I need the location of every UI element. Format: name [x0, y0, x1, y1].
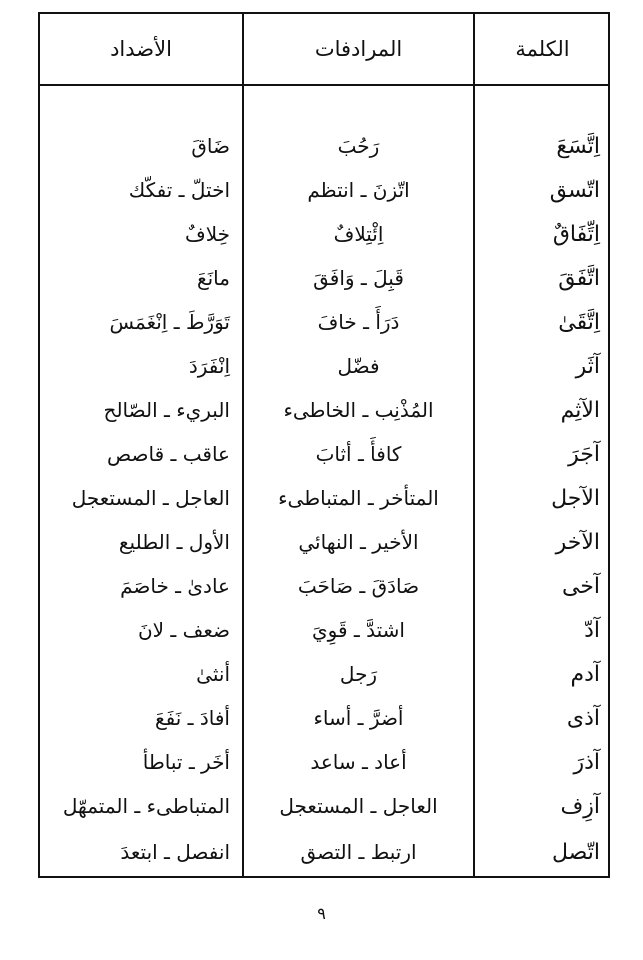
antonyms-text: ضعف ـ لانَ: [137, 618, 230, 642]
synonyms-cell: رَجل: [339, 662, 378, 686]
antonyms-text: المتباطىء ـ المتمهّل: [62, 794, 230, 818]
antonyms-text: البريء ـ الصّالح: [103, 398, 230, 422]
header-divider: [40, 84, 608, 86]
synonyms-cell: أضرَّ ـ أساء: [313, 706, 404, 730]
antonyms-cell: [40, 476, 230, 520]
synonyms-cell: كافأَ ـ أثابَ: [315, 442, 402, 466]
word-cell: آزِف: [560, 793, 600, 819]
synonyms-cell: دَرَأَ ـ خافَ: [317, 310, 400, 334]
word-cell: الآخر: [555, 529, 600, 555]
synonyms-cell: صَادَقَ ـ صَاحَبَ: [297, 574, 420, 598]
table-row: [40, 344, 608, 388]
antonyms-cell: [40, 388, 230, 432]
synonyms-cell: اتّزنَ ـ انتظم: [307, 178, 410, 202]
antonyms-cell: [40, 830, 230, 874]
word-cell: اتَّفَقَ: [558, 265, 600, 291]
page-number: ٩: [317, 904, 326, 923]
antonyms-cell: [40, 652, 230, 696]
antonyms-text: أفادَ ـ نَفَعَ: [154, 706, 230, 730]
antonyms-text: ضَاقَ: [191, 134, 230, 158]
table-row: [40, 830, 608, 874]
antonyms-cell: [40, 432, 230, 476]
header-synonyms: المرادفات: [314, 37, 403, 61]
word-cell: الآثِم: [560, 397, 600, 423]
table-row: [40, 740, 608, 784]
antonyms-cell: [40, 520, 230, 564]
synonyms-cell: أعاد ـ ساعد: [310, 750, 407, 774]
word-cell: آخى: [561, 573, 600, 599]
word-cell: اتّسق: [549, 177, 600, 203]
synonyms-cell: فضّل: [337, 354, 380, 378]
synonyms-cell: الأخير ـ النهائي: [298, 530, 419, 554]
table-row: [40, 300, 608, 344]
antonyms-text: أنثىٰ: [196, 662, 230, 686]
table-row: [40, 476, 608, 520]
antonyms-cell: [40, 740, 230, 784]
antonyms-text: انفصل ـ ابتعدَ: [120, 840, 230, 864]
word-cell: آدّ: [584, 617, 600, 643]
antonyms-text: اختلّ ـ تفكّك: [128, 178, 230, 202]
table-row: [40, 784, 608, 828]
table-row: [40, 168, 608, 212]
antonyms-text: تَوَرَّطَ ـ اِنْغَمَسَ: [109, 310, 230, 334]
antonyms-cell: [40, 256, 230, 300]
word-cell: اِتِّفَاقٌ: [552, 221, 600, 247]
antonyms-text: أخَر ـ تباطأ: [142, 750, 230, 774]
table-row: [40, 256, 608, 300]
table-row: [40, 564, 608, 608]
word-cell: آثَر: [575, 353, 600, 379]
word-cell: اِتَّسَعَ: [556, 133, 600, 159]
antonyms-cell: [40, 344, 230, 388]
word-cell: آذرَ: [573, 749, 600, 775]
table-row: [40, 652, 608, 696]
word-cell: الآجل: [551, 485, 600, 511]
glossary-table: [38, 12, 610, 878]
synonyms-cell: ارتبط ـ التصق: [300, 840, 417, 864]
synonyms-cell: اشتدَّ ـ قَوِيَ: [312, 618, 405, 642]
table-row: [40, 696, 608, 740]
synonyms-cell: المتأخر ـ المتباطىء: [278, 486, 439, 510]
antonyms-text: عادىٰ ـ خاصَمَ: [120, 574, 230, 598]
word-cell: آجَرَ: [568, 441, 600, 467]
antonyms-cell: [40, 124, 230, 168]
antonyms-cell: [40, 300, 230, 344]
antonyms-text: خِلافٌ: [184, 222, 230, 246]
table-row: [40, 388, 608, 432]
antonyms-cell: [40, 696, 230, 740]
table-row: [40, 124, 608, 168]
synonyms-cell: رَحُبَ: [337, 134, 380, 158]
table-row: [40, 212, 608, 256]
word-cell: اِتَّقَىٰ: [558, 309, 600, 335]
antonyms-text: العاجل ـ المستعجل: [71, 486, 230, 510]
table-row: [40, 608, 608, 652]
antonyms-text: عاقب ـ قاصص: [107, 442, 230, 466]
word-cell: آذى: [566, 705, 600, 731]
synonyms-cell: المُذْنِب ـ الخاطىء: [283, 398, 434, 422]
antonyms-text: الأول ـ الطليع: [118, 530, 230, 554]
antonyms-cell: [40, 564, 230, 608]
antonyms-text: اِنْفَرَدَ: [188, 354, 230, 378]
synonyms-cell: قَبِلَ ـ وَافَقَ: [313, 266, 404, 290]
antonyms-cell: [40, 168, 230, 212]
word-cell: آدم: [570, 661, 600, 687]
table-row: [40, 432, 608, 476]
antonyms-cell: [40, 212, 230, 256]
word-cell: اتّصل: [552, 839, 600, 865]
antonyms-cell: [40, 608, 230, 652]
synonyms-cell: العاجل ـ المستعجل: [279, 794, 438, 818]
header-word: الكلمة: [515, 37, 570, 61]
antonyms-text: مانَعَ: [196, 266, 230, 290]
antonyms-cell: [40, 784, 230, 828]
header-antonyms: الأضداد: [110, 37, 172, 61]
table-row: [40, 520, 608, 564]
synonyms-cell: اِئْتِلافٌ: [333, 222, 384, 246]
